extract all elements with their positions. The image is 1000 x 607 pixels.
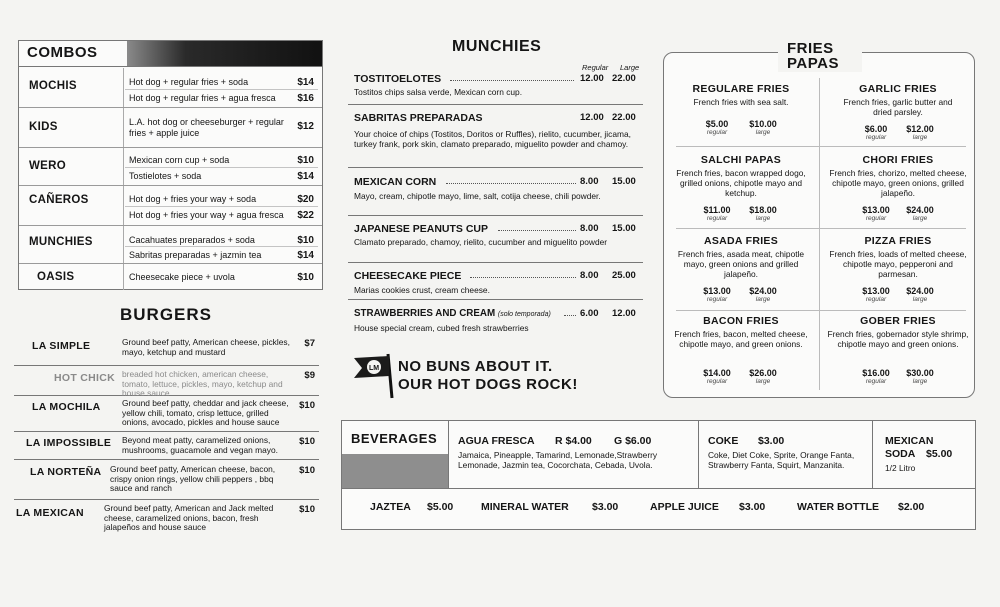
fries-column-divider (819, 78, 820, 390)
combo-option-price: $14 (297, 77, 314, 88)
combo-option-price: $14 (297, 171, 314, 182)
beverages-column-divider (872, 420, 873, 488)
burger-item (14, 396, 319, 432)
munchies-item-name-text: STRAWBERRIES AND CREAM (354, 308, 496, 319)
agua-fresca-name: AGUA FRESCA (458, 435, 535, 447)
apple-juice-price: $3.00 (739, 501, 766, 513)
munchies-item-desc: Marias cookies crust, cream cheese. (354, 285, 490, 295)
burger-price: $9 (304, 370, 315, 381)
fries-item-large-price: $30.00 (906, 368, 934, 378)
beverages-title: BEVERAGES (351, 431, 438, 446)
burger-price: $10 (299, 400, 315, 411)
munchies-item-desc: Your choice of chips (Tostitos, Doritos or Ruffles), rielito, cucumber, jicama, turkey frank, pork skin, clamato preparado, miguelito powder and chamoy. (354, 129, 631, 149)
beverages-column-divider (698, 420, 699, 488)
combos-header-bar (127, 41, 322, 66)
combo-option (129, 194, 316, 205)
combo-sub-divider (125, 206, 318, 207)
munchies-item-desc: Clamato preparado, chamoy, rielito, cucumber and miguelito powder (354, 237, 608, 247)
combo-sub-divider (125, 246, 318, 247)
combo-option-price: $20 (297, 194, 314, 205)
burger-item (14, 460, 319, 500)
burger-price: $10 (299, 436, 315, 447)
munchies-item-regular-price: 12.00 (580, 112, 604, 123)
beverages-gray-block (342, 454, 448, 488)
combo-name: MOCHIS (29, 80, 77, 92)
combo-option (129, 235, 316, 246)
fries-item-name: SALCHI PAPAS (700, 154, 782, 166)
fries-item-large-price: $24.00 (906, 205, 934, 215)
fries-item (824, 235, 972, 307)
fries-item (667, 315, 815, 387)
combo-option-text: Sabritas preparadas + jazmin tea (129, 250, 262, 260)
burger-desc: Ground beef patty, American and Jack melted cheese, caramelized onions, bacon, fresh jalapeños and house sauce (104, 503, 274, 533)
banner-line-2: OUR HOT DOGS ROCK! (398, 376, 578, 393)
combo-option (129, 155, 316, 166)
munchies-item-large-price: 15.00 (612, 176, 636, 187)
fries-item-name: CHORI FRIES (862, 154, 934, 166)
beverages-column-divider (448, 420, 449, 488)
mexican-soda-name: MEXICAN (885, 435, 934, 447)
combo-divider (123, 148, 124, 185)
fries-row-divider (676, 228, 966, 229)
munchies-item-large-price: 22.00 (612, 73, 636, 84)
munchies-item-large-price: 25.00 (612, 270, 636, 281)
fries-item (824, 83, 972, 143)
fries-item-name: REGULARE FRIES (692, 83, 790, 95)
coke-price: $3.00 (758, 435, 785, 447)
fries-row-divider (676, 146, 966, 147)
combo-option-text: Cacahuates preparados + soda (129, 235, 255, 245)
fries-item (667, 154, 815, 226)
fries-item-desc: French fries, garlic butter and dried parsley. (843, 97, 953, 117)
fries-large-label: large (755, 296, 771, 303)
combo-option-text: Mexican corn cup + soda (129, 155, 230, 165)
combo-option (129, 210, 316, 221)
combo-name: OASIS (37, 271, 75, 283)
munchies-item-regular-price: 8.00 (580, 270, 599, 281)
burger-price: $10 (299, 465, 315, 476)
fries-item-large-price: $26.00 (749, 368, 777, 378)
beverages-row-divider (341, 488, 976, 489)
fries-regular-label: regular (706, 378, 728, 385)
munchies-item-large-price: 15.00 (612, 223, 636, 234)
fries-large-label: large (912, 215, 928, 222)
combo-option (129, 77, 316, 88)
burger-item (14, 500, 319, 536)
burger-name: LA IMPOSSIBLE (26, 437, 112, 449)
munchies-item-name: TOSTITOELOTES (354, 73, 442, 85)
mineral-water-name: MINERAL WATER (481, 501, 569, 513)
combo-option-text: Hot dog + fries your way + soda (129, 194, 257, 204)
fries-regular-label: regular (706, 215, 728, 222)
flag-logo-text: LM (368, 365, 380, 372)
munchies-item (348, 270, 643, 300)
combo-sub-divider (125, 89, 318, 90)
munchies-item-name: JAPANESE PEANUTS CUP (354, 223, 488, 235)
fries-item-name: GARLIC FRIES (859, 83, 937, 95)
munchies-leader-dots (470, 277, 576, 278)
fries-item-name: ASADA FRIES (703, 235, 779, 247)
fries-item-regular-price: $13.00 (703, 286, 731, 296)
fries-regular-label: regular (865, 378, 887, 385)
mexican-soda-price: $5.00 (926, 448, 953, 460)
combo-divider (123, 186, 124, 225)
munchies-item-regular-price: 8.00 (580, 223, 599, 234)
fries-large-label: large (912, 296, 928, 303)
munchies-leader-dots (564, 315, 576, 316)
burger-name: LA MEXICAN (16, 507, 84, 519)
water-bottle-price: $2.00 (898, 501, 925, 513)
burgers-title: BURGERS (120, 305, 213, 324)
fries-item-large-price: $12.00 (906, 124, 934, 134)
burger-name: LA SIMPLE (32, 340, 91, 352)
banner-line-1: NO BUNS ABOUT IT. (398, 358, 553, 375)
combo-option (129, 272, 316, 283)
fries-item-desc: French fries with sea salt. (693, 97, 789, 107)
combo-option-price: $14 (297, 250, 314, 261)
burger-desc: Ground beef patty, American cheese, bacon, crispy onion rings, yellow chili peppers , bbq sauce and ranch (110, 464, 276, 494)
combo-row-munchies (19, 226, 322, 264)
burger-desc: breaded hot chicken, american cheese, tomato, lettuce, pickles, mayo, ketchup and house sauce (122, 369, 283, 399)
fries-large-label: large (755, 129, 771, 136)
combo-option-text: Hot dog + regular fries + agua fresca (129, 93, 276, 103)
fries-item-regular-price: $5.00 (705, 119, 729, 129)
munchies-item-desc: Tostitos chips salsa verde, Mexican corn cup. (354, 87, 523, 97)
burger-item (14, 334, 319, 366)
fries-item-desc: French fries, gobernador style shrimp, chipotle mayo and green onions. (827, 329, 969, 349)
combo-divider (123, 68, 124, 107)
munchies-item-name: MEXICAN CORN (354, 176, 437, 188)
fries-item-large-price: $18.00 (749, 205, 777, 215)
combo-option-price: $10 (297, 155, 314, 166)
munchies-leader-dots (446, 183, 576, 184)
fries-row-divider (676, 310, 966, 311)
burger-desc: Ground beef patty, cheddar and jack cheese, yellow chili, tomato, crisp lettuce, grilled onions, avocado, pickles and house sauce (122, 398, 289, 428)
fries-item-name: GOBER FRIES (860, 315, 936, 327)
flag-logo-icon (352, 352, 394, 400)
munchies-leader-dots (498, 230, 576, 231)
combo-option (129, 171, 316, 182)
burger-desc: Beyond meat patty, caramelized onions, mushrooms, guacamole and vegan mayo. (122, 435, 278, 455)
burger-price: $7 (304, 338, 315, 349)
munchies-item (348, 176, 643, 216)
combo-row-oasis (19, 264, 322, 290)
fries-item (667, 83, 815, 143)
combo-option-price: $16 (297, 93, 314, 104)
agua-fresca-desc: Jamaica, Pineapple, Tamarind, Lemonade,Strawberry Lemonade, Jazmin tea, Cocorchata, Cebada, Uvola. (458, 450, 658, 470)
fries-item-large-price: $24.00 (906, 286, 934, 296)
water-bottle-name: WATER BOTTLE (797, 501, 880, 513)
combo-option-price: $12 (297, 121, 314, 132)
fries-item (824, 315, 972, 387)
fries-item-desc: French fries, asada meat, chipotle mayo, green onions and grilled jalapeño. (677, 249, 805, 279)
combo-row-wero (19, 148, 322, 186)
jaztea-name: JAZTEA (370, 501, 411, 513)
combo-option (129, 250, 316, 261)
combo-divider (123, 108, 124, 147)
burger-item (14, 366, 319, 399)
combo-option (129, 93, 316, 104)
combo-option-price: $10 (297, 235, 314, 246)
agua-fresca-regular-price: R $4.00 (555, 435, 592, 447)
apple-juice-name: APPLE JUICE (650, 501, 719, 513)
burger-item (14, 432, 319, 460)
combo-name: CAÑEROS (29, 194, 89, 206)
munchies-item (348, 112, 643, 168)
fries-item-regular-price: $6.00 (864, 124, 888, 134)
burger-desc: Ground beef patty, American cheese, pickles, mayo, ketchup and mustard (122, 337, 290, 357)
agua-fresca-large-price: G $6.00 (614, 435, 652, 447)
munchies-item (348, 73, 643, 105)
fries-subtitle: PAPAS (787, 55, 839, 72)
fries-item (667, 235, 815, 307)
fries-large-label: large (755, 378, 771, 385)
combo-option-text: Cheesecake piece + uvola (129, 272, 235, 282)
combo-option-text: Hot dog + regular fries + soda (129, 77, 249, 87)
fries-item-name: PIZZA FRIES (864, 235, 932, 247)
combos-section (18, 40, 323, 290)
munchies-item-desc: House special cream, cubed fresh strawberries (354, 323, 529, 333)
munchies-item-name: SABRITAS PREPARADAS (354, 112, 483, 124)
combo-option (129, 117, 316, 139)
fries-regular-label: regular (865, 134, 887, 141)
munchies-item-large-price: 22.00 (612, 112, 636, 123)
fries-regular-label: regular (865, 296, 887, 303)
fries-item-desc: French fries, chorizo, melted cheese, chipotle mayo, green onions, grilled jalapeño. (829, 168, 967, 198)
fries-item-large-price: $24.00 (749, 286, 777, 296)
burger-price: $10 (299, 504, 315, 515)
fries-large-label: large (755, 215, 771, 222)
combo-option-text: L.A. hot dog or cheeseburger + regular fries + apple juice (129, 117, 284, 138)
combo-option-text: Tostielotes + soda (129, 171, 202, 181)
combo-row-mochis (19, 68, 322, 108)
combo-divider (123, 226, 124, 263)
fries-item-name: BACON FRIES (703, 315, 779, 327)
fries-item (824, 154, 972, 226)
combo-divider (123, 264, 124, 290)
fries-item-regular-price: $14.00 (703, 368, 731, 378)
fries-item-desc: French fries, bacon wrapped dogo, grilled onions, chipotle mayo and ketchup. (676, 168, 806, 198)
munchies-leader-dots (450, 80, 574, 81)
fries-title: FRIES (787, 40, 834, 57)
combo-name: WERO (29, 160, 66, 172)
fries-item-regular-price: $11.00 (703, 205, 731, 215)
fries-regular-label: regular (865, 215, 887, 222)
munchies-item (348, 308, 643, 336)
mineral-water-price: $3.00 (592, 501, 619, 513)
fries-large-label: large (912, 378, 928, 385)
combo-row-caneros (19, 186, 322, 226)
fries-item-desc: French fries, bacon, melted cheese, chipotle mayo, and green onions. (674, 329, 808, 349)
combo-name: MUNCHIES (29, 236, 93, 248)
burger-name: HOT CHICK (54, 372, 116, 384)
munchies-item-regular-price: 6.00 (580, 308, 599, 319)
fries-item-large-price: $10.00 (749, 119, 777, 129)
fries-item-desc: French fries, loads of melted cheese, chipotle mayo, pepperoni and parmesan. (829, 249, 967, 279)
combo-name: KIDS (29, 121, 58, 133)
combo-option-text: Hot dog + fries your way + agua fresca (129, 210, 284, 220)
fries-item-regular-price: $13.00 (862, 286, 890, 296)
munchies-item-regular-price: 8.00 (580, 176, 599, 187)
jaztea-price: $5.00 (427, 501, 454, 513)
burger-name: LA MOCHILA (32, 401, 101, 413)
munchies-item (348, 223, 643, 263)
mexican-soda-desc: 1/2 Litro (885, 463, 916, 473)
munchies-item-name: CHEESECAKE PIECE (354, 270, 462, 282)
coke-name: COKE (708, 435, 739, 447)
munchies-item-desc: Mayo, cream, chipotle mayo, lime, salt, cotija cheese, chili powder. (354, 191, 601, 201)
fries-item-regular-price: $13.00 (862, 205, 890, 215)
combos-header (19, 41, 322, 67)
mexican-soda-name-line2: SODA (885, 448, 916, 460)
munchies-item-note: (solo temporada) (497, 311, 551, 318)
combo-option-price: $22 (297, 210, 314, 221)
burger-name: LA NORTEÑA (30, 466, 102, 478)
munchies-item-large-price: 12.00 (612, 308, 636, 319)
coke-desc: Coke, Diet Coke, Sprite, Orange Fanta, Strawberry Fanta, Squirt, Manzanita. (708, 450, 855, 470)
munchies-item-name (354, 308, 551, 319)
fries-item-regular-price: $16.00 (862, 368, 890, 378)
fries-large-label: large (912, 134, 928, 141)
munchies-item-regular-price: 12.00 (580, 73, 604, 84)
combos-title: COMBOS (27, 44, 98, 61)
munchies-regular-label: Regular (582, 63, 609, 72)
combo-sub-divider (125, 167, 318, 168)
fries-regular-label: regular (706, 296, 728, 303)
combo-option-price: $10 (297, 272, 314, 283)
combo-row-kids (19, 108, 322, 148)
munchies-title: MUNCHIES (452, 38, 542, 55)
munchies-large-label: Large (620, 63, 640, 72)
fries-regular-label: regular (706, 129, 728, 136)
